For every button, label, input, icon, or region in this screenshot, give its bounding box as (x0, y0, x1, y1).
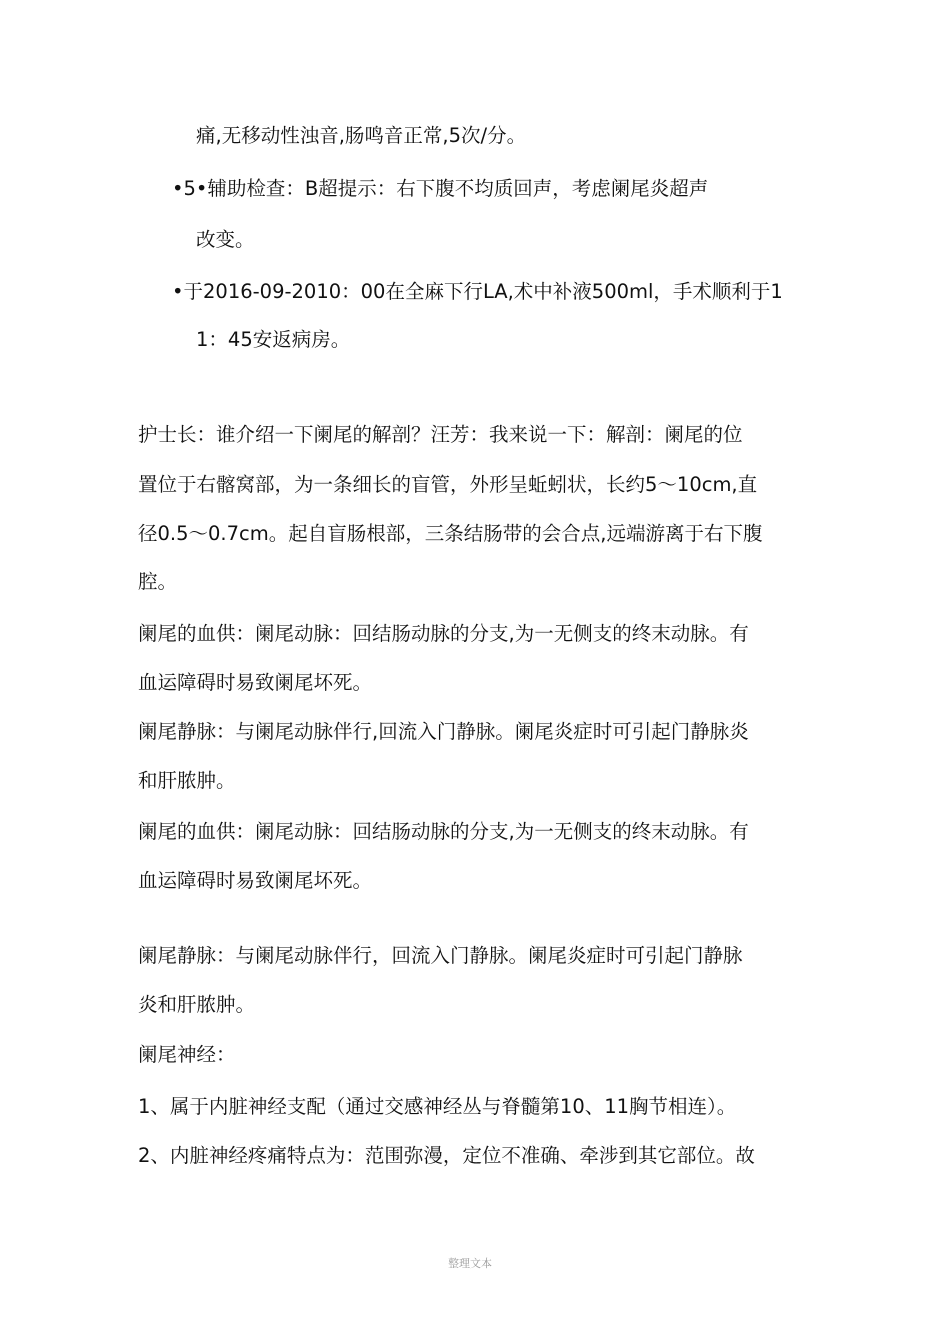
text-line-6: 护士长：谁介绍一下阑尾的解剖？汪芳：我来说一下：解剖：阑尾的位 (138, 423, 743, 446)
text-line-12: 阑尾静脉：与阑尾动脉伴行,回流入门静脉。阑尾炎症时可引起门静脉炎 (138, 720, 749, 743)
text-line-3: 改变。 (196, 228, 255, 251)
text-line-19: 1、属于内脏神经支配（通过交感神经丛与脊髓第10、11胸节相连）。 (138, 1095, 737, 1118)
text-line-14: 阑尾的血供：阑尾动脉：回结肠动脉的分支,为一无侧支的终末动脉。有 (138, 820, 749, 843)
text-line-9: 腔。 (138, 570, 178, 593)
text-line-11: 血运障碍时易致阑尾坏死。 (138, 671, 373, 694)
page-footer-watermark: 整理文本 (448, 1257, 492, 1270)
text-line-8: 径0.5〜0.7cm。起自盲肠根部，三条结肠带的会合点,远端游离于右下腹 (138, 522, 763, 545)
text-line-17: 炎和肝脓肿。 (138, 993, 256, 1016)
text-line-1: 痛,无移动性浊音,肠鸣音正常,5次/分。 (196, 124, 527, 147)
text-line-18: 阑尾神经： (138, 1043, 236, 1066)
text-line-5: 1：45安返病房。 (196, 328, 351, 351)
text-line-7: 置位于右髂窝部，为一条细长的盲管，外形呈蚯蚓状，长约5〜10cm,直 (138, 473, 758, 496)
text-line-20: 2、内脏神经疼痛特点为：范围弥漫，定位不准确、牵涉到其它部位。故 (138, 1144, 755, 1167)
text-line-16: 阑尾静脉：与阑尾动脉伴行，回流入门静脉。阑尾炎症时可引起门静脉 (138, 944, 743, 967)
text-line-13: 和肝脓肿。 (138, 769, 236, 792)
text-line-2: •5•辅助检查：B超提示：右下腹不均质回声，考虑阑尾炎超声 (172, 177, 709, 200)
text-line-15: 血运障碍时易致阑尾坏死。 (138, 869, 373, 892)
text-line-10: 阑尾的血供：阑尾动脉：回结肠动脉的分支,为一无侧支的终末动脉。有 (138, 622, 749, 645)
text-line-4: •于2016-09-2010：00在全麻下行LA,术中补液500ml，手术顺利于1 (172, 280, 783, 303)
